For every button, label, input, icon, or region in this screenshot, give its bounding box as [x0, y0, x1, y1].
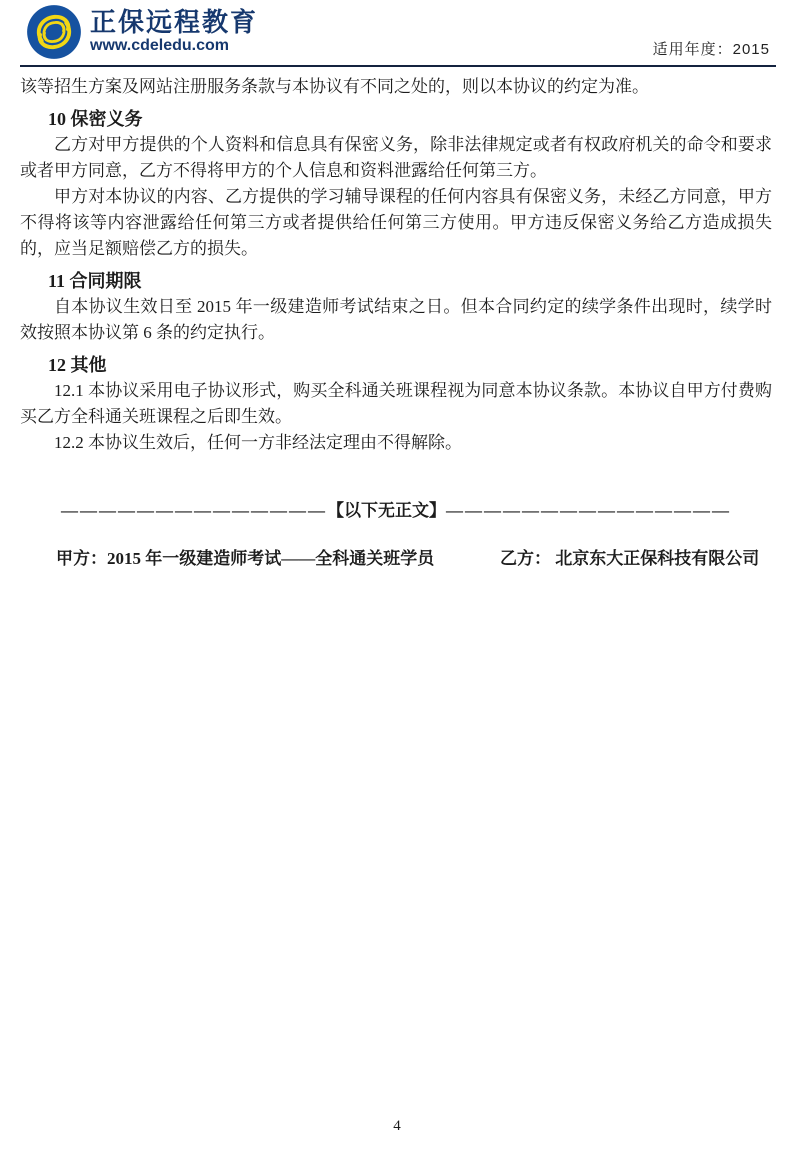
section-10-paragraph-1: 乙方对甲方提供的个人资料和信息具有保密义务，除非法律规定或者有权政府机关的命令和要求或者甲方同意，乙方不得将甲方的个人信息和资料泄露给任何第三方。	[20, 135, 772, 180]
page-number: 4	[393, 1118, 401, 1134]
section-10-paragraph-2: 甲方对本协议的内容、乙方提供的学习辅导课程的任何内容具有保密义务，未经乙方同意，甲方不得将该等内容泄露给任何第三方或者提供给任何第三方使用。甲方违反保密义务给乙方造成损失的，应当足额赔偿乙方的损失。	[20, 187, 772, 258]
end-of-text-marker	[20, 498, 772, 524]
section-11-heading: 11 合同期限	[48, 271, 142, 291]
continuation-paragraph: 该等招生方案及网站注册服务条款与本协议有不同之处的，则以本协议的约定为准。	[20, 77, 649, 96]
section-10-heading: 10 保密义务	[48, 109, 143, 129]
page-footer	[0, 1118, 794, 1135]
party-b-signature: 乙方： 北京东大正保科技有限公司	[500, 549, 760, 568]
section-12-paragraph-2: 12.2 本协议生效后，任何一方非经法定理由不得解除。	[54, 433, 462, 452]
cdel-brand	[26, 4, 258, 60]
brand-url: www.cdeledu.com	[90, 37, 229, 55]
end-marker-label: 【以下无正文】	[327, 501, 446, 520]
cdel-swirl-logo-icon	[26, 4, 82, 60]
end-marker-left-dashes: ——————————————	[61, 501, 327, 520]
signature-row	[20, 546, 772, 572]
document-body	[0, 67, 794, 572]
brand-text	[90, 6, 259, 55]
brand-name: 正保远程教育	[90, 6, 259, 37]
party-a-signature: 甲方：2015 年一级建造师考试——全科通关班学员	[56, 549, 435, 568]
section-12-heading: 12 其他	[48, 355, 107, 375]
section-11-paragraph-1: 自本协议生效日至 2015 年一级建造师考试结束之日。但本合同约定的续学条件出现时，续学时效按照本协议第 6 条的约定执行。	[20, 297, 772, 342]
end-marker-right-dashes: ———————————————	[446, 501, 731, 520]
page-header	[0, 0, 794, 65]
applicable-year-label: 适用年度：2015	[652, 41, 770, 58]
section-12-paragraph-1: 12.1 本协议采用电子协议形式，购买全科通关班课程视为同意本协议条款。本协议自甲方付费购买乙方全科通关班课程之后即生效。	[20, 381, 772, 426]
